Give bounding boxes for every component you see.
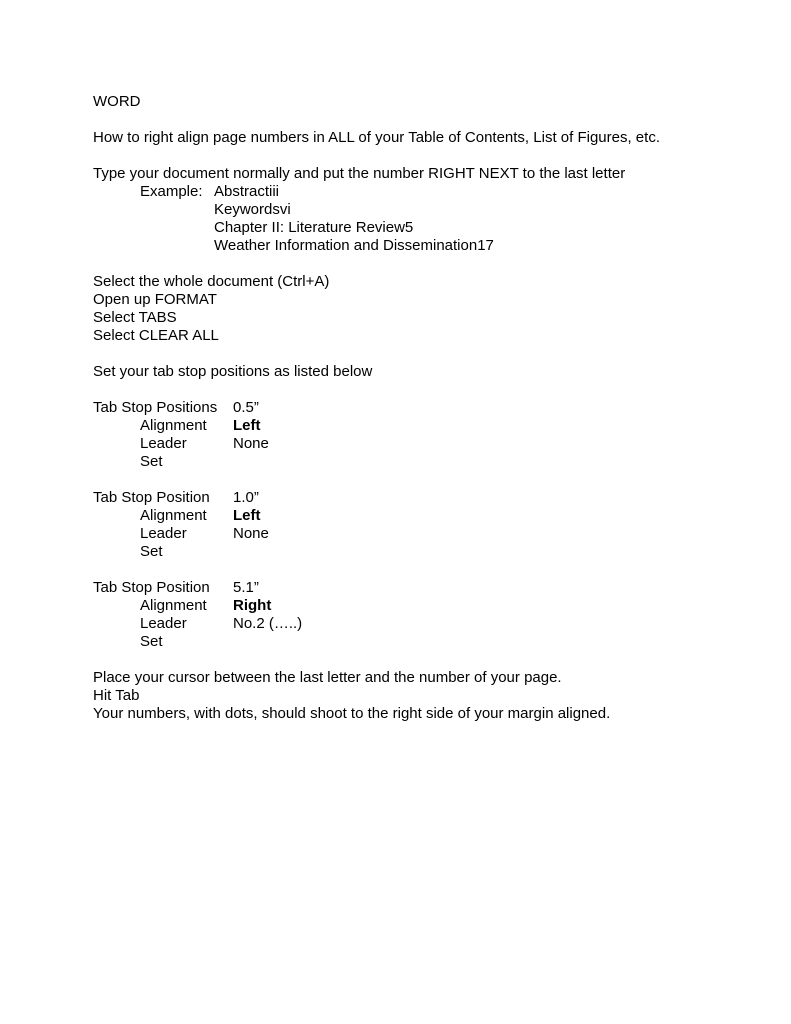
- example-item: Abstractiii: [214, 183, 280, 200]
- final-step-line: Place your cursor between the last letter and the number of your page.: [93, 669, 562, 686]
- final-step-line: Hit Tab: [93, 687, 140, 704]
- tab-stop-leader-row: [93, 615, 753, 633]
- spacer: [93, 651, 753, 669]
- tab-stop-position-row: [93, 399, 753, 417]
- tab-stop-position-label: Tab Stop Positions: [93, 399, 218, 416]
- tab-stop-position-value: 5.1”: [233, 579, 259, 596]
- spacer: [93, 111, 753, 129]
- leader-value: None: [233, 435, 269, 452]
- set-intro-text: Set your tab stop positions as listed below: [93, 363, 373, 380]
- tab-stop-position-value: 0.5”: [233, 399, 259, 416]
- leader-label: Leader: [140, 435, 187, 452]
- spacer: [93, 345, 753, 363]
- tab-stop-position-label: Tab Stop Position: [93, 579, 210, 596]
- document-page: [93, 93, 753, 723]
- alignment-label: Alignment: [140, 417, 207, 434]
- spacer: [93, 561, 753, 579]
- tab-stop-position-label: Tab Stop Position: [93, 489, 210, 506]
- spacer: [93, 255, 753, 273]
- set-label: Set: [140, 453, 163, 470]
- alignment-label: Alignment: [140, 507, 207, 524]
- tab-stop-set-row: [93, 543, 753, 561]
- example-item: Keywordsvi: [214, 201, 291, 218]
- alignment-label: Alignment: [140, 597, 207, 614]
- tab-stop-leader-row: [93, 435, 753, 453]
- final-step-line: Your numbers, with dots, should shoot to the right side of your margin aligned.: [93, 705, 611, 722]
- tab-stop-alignment-row: [93, 417, 753, 435]
- example-item: Chapter II: Literature Review5: [214, 219, 414, 236]
- step-line: Select CLEAR ALL: [93, 327, 219, 344]
- document-title: WORD: [93, 93, 141, 110]
- tab-stop-set-row: [93, 453, 753, 471]
- example-row: [93, 237, 753, 255]
- tab-stop-leader-row: [93, 525, 753, 543]
- set-label: Set: [140, 543, 163, 560]
- tab-stop-alignment-row: [93, 507, 753, 525]
- spacer: [93, 381, 753, 399]
- example-row: [93, 201, 753, 219]
- step-line: Select the whole document (Ctrl+A): [93, 273, 330, 290]
- set-label: Set: [140, 633, 163, 650]
- tab-stop-set-row: [93, 633, 753, 651]
- example-label: Example:: [140, 183, 203, 200]
- example-row: [93, 219, 753, 237]
- instruction-text: Type your document normally and put the number RIGHT NEXT to the last letter: [93, 165, 626, 182]
- tab-stop-position-row: [93, 579, 753, 597]
- tab-stop-position-value: 1.0”: [233, 489, 259, 506]
- tab-stop-alignment-row: [93, 597, 753, 615]
- leader-label: Leader: [140, 525, 187, 542]
- example-item: Weather Information and Dissemination17: [214, 237, 494, 254]
- spacer: [93, 471, 753, 489]
- alignment-value: Right: [233, 597, 272, 614]
- leader-label: Leader: [140, 615, 187, 632]
- spacer: [93, 147, 753, 165]
- step-line: Open up FORMAT: [93, 291, 217, 308]
- leader-value: No.2 (…..): [233, 615, 303, 632]
- step-line: Select TABS: [93, 309, 177, 326]
- example-row: [93, 183, 753, 201]
- alignment-value: Left: [233, 507, 261, 524]
- intro-text: How to right align page numbers in ALL of your Table of Contents, List of Figures, etc.: [93, 129, 660, 146]
- alignment-value: Left: [233, 417, 261, 434]
- leader-value: None: [233, 525, 269, 542]
- tab-stop-position-row: [93, 489, 753, 507]
